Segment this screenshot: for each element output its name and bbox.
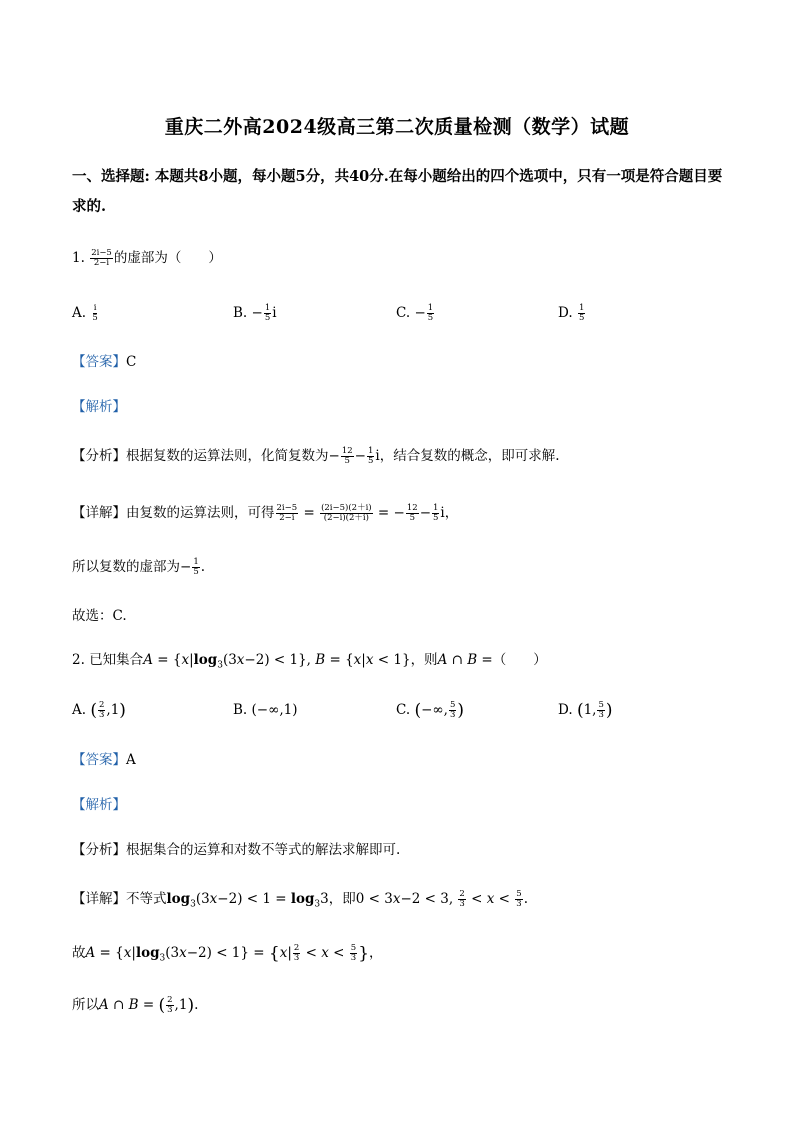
answer-2: 【答案】A [72,752,136,768]
option-2b: B. (−∞,1) [233,702,298,718]
detail-2: 【详解】不等式$\log_3(3x-2) < 1 = \log_33$，即0 < 3x−2 < 3, $\frac{2}{3}$ < x < $\frac{5}{3}$ . [72,889,528,910]
option-a: A. $\frac{i}{5}$ [72,303,98,323]
page-title: 重庆二外高2024级高三第二次质量检测（数学）试题 [164,116,630,138]
answer-1: 【答案】C [72,354,137,370]
conclusion-1: 故选：C. [72,608,127,624]
final-2: 所以A ∩ B = ( $\frac{2}{3}$ ,1). [72,995,199,1016]
imag-part-1: 所以复数的虚部为− $\frac{1}{5}$ . [72,557,206,577]
option-b: B. − $\frac{1}{5}$ i [233,303,277,323]
option-2a: A. ( $\frac{2}{3}$ ,1) [72,700,126,721]
option-2d: D. (1, $\frac{5}{3}$ ) [558,700,613,721]
question-1-stem: 1. $\frac{2i-5}{2-i}$ 的虚部为（ ） [72,248,222,268]
option-d: D. $\frac{1}{5}$ [558,303,585,323]
analysis-label-2: 【解析】 [72,797,126,813]
detail-1: 【详解】由复数的运算法则，可得 $\frac{2i-5}{2-i}$ = $\frac{(2i-5)(2+i)}{(2-i)(2+i)}$ = − $\frac{12}{5}$ − $\frac{1}{5}$ i， [72,503,459,523]
fenxi-1: 【分析】根据复数的运算法则，化简复数为− $\frac{12}{5}$ − $\frac{1}{5}$ i，结合复数的概念，即可求解. [72,446,560,466]
option-2c: C. (−∞, $\frac{5}{3}$ ) [396,700,464,721]
question-2-stem: 2. 已知集合$A = \{x|\log_3(3x-2) < 1\}$, B = {x|x < 1}，则A ∩ B =（ ） [72,652,547,671]
fenxi-2: 【分析】根据集合的运算和对数不等式的解法求解即可. [72,842,401,858]
option-c: C. − $\frac{1}{5}$ [396,303,434,323]
fraction: $\frac{2i-5}{2-i}$ [91,248,112,268]
analysis-label-1: 【解析】 [72,399,126,415]
section-heading: 一、选择题: 本题共8小题，每小题5分，共40分.在每小题给出的四个选项中，只有一项是符合题目要求的. [72,168,723,215]
set-a-2: 故$A = \{x|\log_3(3x-2) < 1\} = \{x|$ $\frac{2}{3}$ < x < $\frac{5}{3}$ }， [72,943,383,964]
